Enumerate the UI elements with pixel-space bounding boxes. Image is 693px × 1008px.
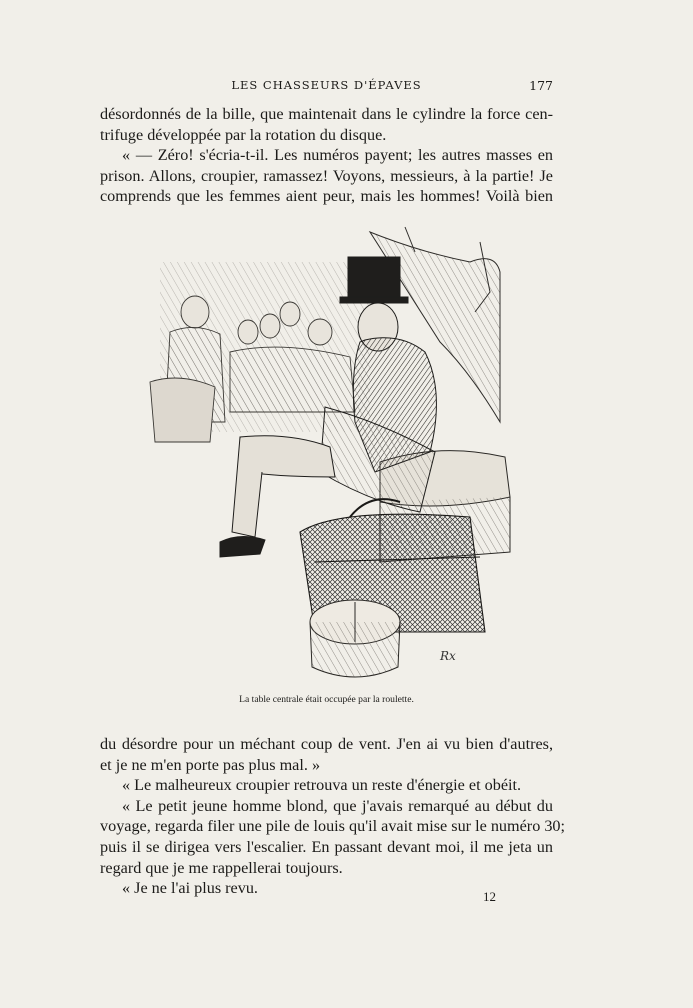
- text-line: voyage, regarda filer une pile de louis qu'il avait mise sur le numéro 30;: [100, 817, 566, 836]
- page-number: 177: [529, 78, 553, 93]
- text-line: « Je ne l'ai plus revu.: [122, 879, 258, 898]
- figure-caption: La table centrale était occupée par la roulette.: [239, 694, 414, 705]
- running-title: LES CHASSEURS D'ÉPAVES: [231, 78, 422, 92]
- text-line: et je ne m'en porte pas plus mal. »: [100, 755, 321, 774]
- text-line: du désordre pour un méchant coup de vent. J'en ai vu bien d'autres,: [100, 735, 553, 753]
- text-line: prison. Allons, croupier, ramassez! Voyons, messieurs, à la partie! Je: [100, 166, 553, 185]
- text-line: regard que je me rappellerai toujours.: [100, 858, 343, 877]
- text-line: désordonnés de la bille, que maintenait dans le cylindre la force cen-: [100, 105, 553, 123]
- text-line: « Le malheureux croupier retrouva un reste d'énergie et obéit.: [122, 776, 522, 795]
- text-line: « — Zéro! s'écria-t-il. Les numéros payent; les autres masses en: [122, 146, 553, 165]
- text-line: puis il se dirigea vers l'escalier. En passant devant moi, il me jeta un: [100, 837, 553, 856]
- text-line: comprends que les femmes aient peur, mais les hommes! Voilà bien: [100, 187, 553, 206]
- artist-signature: Rx: [440, 649, 456, 663]
- illustration: [140, 222, 520, 682]
- text-line: trifuge développée par la rotation du disque.: [100, 125, 387, 144]
- hatbox: [310, 600, 400, 677]
- text-line: « Le petit jeune homme blond, que j'avais remarqué au début du: [122, 796, 553, 815]
- running-header: [100, 78, 553, 96]
- signature-mark: 12: [483, 889, 496, 904]
- top-text-block: [100, 104, 553, 207]
- bottom-text-block: [100, 734, 566, 899]
